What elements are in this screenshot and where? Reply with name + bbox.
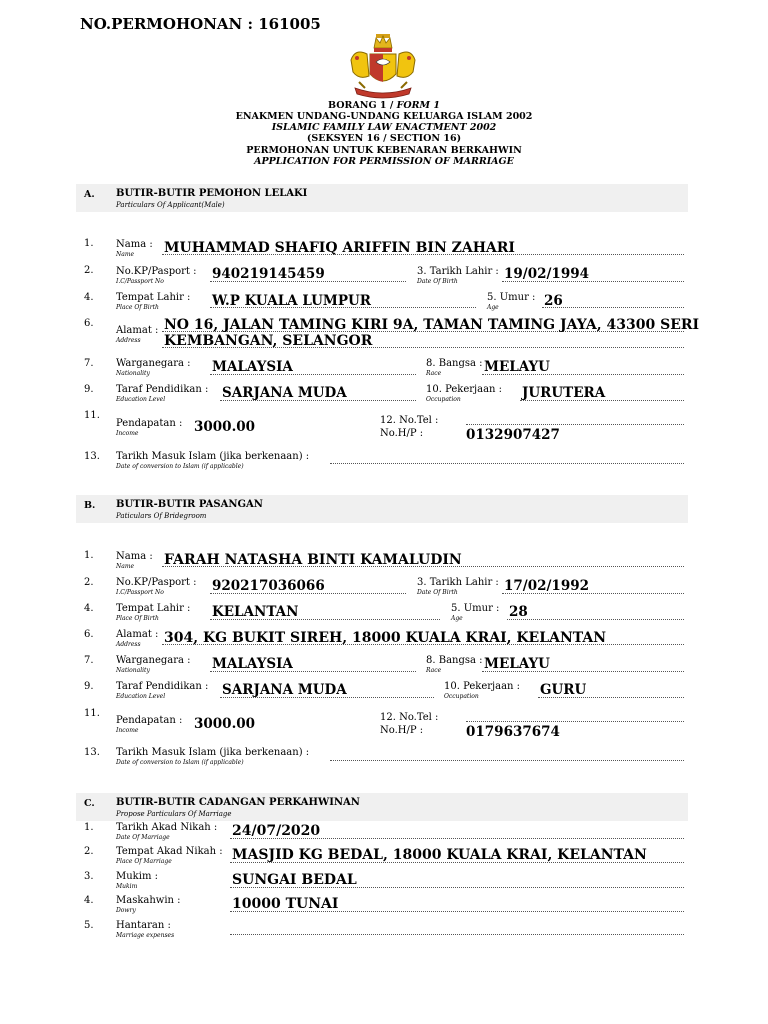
hantaran-label: Hantaran : [116, 920, 171, 931]
birthplace-label: Tempat Lahir : [116, 292, 191, 303]
partner-dob-value: 17/02/1992 [504, 578, 590, 594]
conversion-label: Tarikh Masuk Islam (jika berkenaan) : [116, 451, 310, 462]
applicant-phone-value: 0132907427 [466, 427, 560, 443]
dob-label-en: Date Of Birth [417, 278, 458, 285]
hantaran-label-en: Marriage expenses [116, 932, 175, 939]
race-label: 8. Bangsa : [426, 358, 483, 369]
partner-race-value: MELAYU [484, 656, 550, 672]
birthplace-label-en: Place Of Birth [116, 304, 159, 311]
name-label: Nama : [116, 551, 153, 562]
name-label-en: Name [116, 563, 135, 570]
enactment-title-en: ISLAMIC FAMILY LAW ENACTMENT 2002 [271, 122, 497, 133]
state-crest-logo [345, 32, 421, 102]
section-b-header [76, 495, 688, 523]
hantaran-line [230, 934, 684, 935]
maskahwin-value: 10000 TUNAI [232, 896, 339, 912]
form-title-en: APPLICATION FOR PERMISSION OF MARRIAGE [254, 156, 514, 167]
item-number: 3. [84, 871, 94, 882]
ic-label-en: I.C/Passport No [116, 278, 164, 285]
name-label-en: Name [116, 251, 135, 258]
applicant-race-value: MELAYU [484, 359, 550, 375]
conversion-label-en: Date of conversion to Islam (if applicable) [116, 759, 244, 766]
partner-phone-value: 0179637674 [466, 724, 560, 740]
partner-income-value: 3000.00 [194, 716, 256, 732]
dob-label: 3. Tarikh Lahir : [417, 266, 499, 277]
age-label-en: Age [487, 304, 499, 311]
partner-birthplace-value: KELANTAN [212, 604, 299, 620]
maskahwin-label: Maskahwin : [116, 895, 181, 906]
partner-address-line1: 304, KG BUKIT SIREH, 18000 KUALA KRAI, KELANTAN [164, 630, 607, 646]
item-number: 11. [84, 708, 100, 719]
section-title: BUTIR-BUTIR PEMOHON LELAKI [116, 188, 308, 199]
address-label-en: Address [116, 337, 141, 344]
item-number: 6. [84, 318, 94, 329]
race-label: 8. Bangsa : [426, 655, 483, 666]
birthplace-label: Tempat Lahir : [116, 603, 191, 614]
tel-line [466, 424, 684, 425]
applicant-income-value: 3000.00 [194, 419, 256, 435]
nikah-place-label-en: Place Of Marriage [116, 858, 172, 865]
section-letter: C. [84, 798, 95, 809]
item-number: 13. [84, 451, 100, 462]
item-number: 1. [84, 822, 94, 833]
partner-ic-value: 920217036066 [212, 578, 325, 594]
item-number: 2. [84, 577, 94, 588]
section-c-header [76, 793, 688, 821]
education-label: Taraf Pendidikan : [116, 681, 209, 692]
nikah-date-value: 24/07/2020 [232, 823, 321, 839]
age-line [542, 307, 684, 308]
conversion-label: Tarikh Masuk Islam (jika berkenaan) : [116, 747, 310, 758]
tel-label: 12. No.Tel : [380, 415, 439, 426]
ic-label: No.KP/Pasport : [116, 266, 197, 277]
nikah-date-label: Tarikh Akad Nikah : [116, 822, 218, 833]
enactment-title: ENAKMEN UNDANG-UNDANG KELUARGA ISLAM 2002 [235, 111, 533, 122]
age-label: 5. Umur : [451, 603, 500, 614]
mukim-label-en: Mukim [116, 883, 138, 890]
address-label-en: Address [116, 641, 141, 648]
race-label-en: Race [426, 667, 442, 674]
item-number: 5. [84, 920, 94, 931]
item-number: 9. [84, 384, 94, 395]
item-number: 6. [84, 629, 94, 640]
education-label-en: Education Level [116, 693, 166, 700]
dob-label-en: Date Of Birth [417, 589, 458, 596]
address-label: Alamat : [116, 325, 159, 336]
section-letter: B. [84, 500, 96, 511]
partner-age-value: 28 [509, 604, 528, 620]
applicant-education-value: SARJANA MUDA [222, 385, 347, 401]
nikah-date-label-en: Date Of Marriage [116, 834, 170, 841]
address-label: Alamat : [116, 629, 159, 640]
ic-label-en: I.C/Passport No [116, 589, 164, 596]
mukim-value: SUNGAI BEDAL [232, 872, 357, 888]
applicant-address-line2: KEMBANGAN, SELANGOR [164, 333, 373, 349]
item-number: 13. [84, 747, 100, 758]
section-ref: (SEKSYEN 16 / SECTION 16) [306, 133, 462, 144]
income-label: Pendapatan : [116, 715, 183, 726]
income-label: Pendapatan : [116, 418, 183, 429]
applicant-dob-value: 19/02/1994 [504, 266, 590, 282]
dob-label: 3. Tarikh Lahir : [417, 577, 499, 588]
partner-education-value: SARJANA MUDA [222, 682, 347, 698]
nikah-place-value: MASJID KG BEDAL, 18000 KUALA KRAI, KELANTAN [232, 847, 647, 863]
occupation-label: 10. Pekerjaan : [444, 681, 521, 692]
conversion-label-en: Date of conversion to Islam (if applicable) [116, 463, 244, 470]
section-title: BUTIR-BUTIR CADANGAN PERKAHWINAN [116, 797, 360, 808]
name-label: Nama : [116, 239, 153, 250]
applicant-name-value: MUHAMMAD SHAFIQ ARIFFIN BIN ZAHARI [164, 240, 515, 256]
item-number: 7. [84, 655, 94, 666]
applicant-occupation-value: JURUTERA [522, 385, 606, 401]
applicant-ic-value: 940219145459 [212, 266, 325, 282]
ic-label: No.KP/Pasport : [116, 577, 197, 588]
application-number: NO.PERMOHONAN : 161005 [80, 15, 321, 33]
income-label-en: Income [116, 430, 139, 437]
age-label: 5. Umur : [487, 292, 536, 303]
nationality-label: Warganegara : [116, 655, 191, 666]
item-number: 4. [84, 603, 94, 614]
item-number: 7. [84, 358, 94, 369]
applicant-address-line1: NO 16, JALAN TAMING KIRI 9A, TAMAN TAMING JAYA, 43300 SERI [164, 317, 700, 333]
item-number: 2. [84, 265, 94, 276]
birthplace-label-en: Place Of Birth [116, 615, 159, 622]
partner-nationality-value: MALAYSIA [212, 656, 293, 672]
education-label: Taraf Pendidikan : [116, 384, 209, 395]
mukim-label: Mukim : [116, 871, 158, 882]
section-letter: A. [84, 189, 95, 200]
applicant-nationality-value: MALAYSIA [212, 359, 293, 375]
item-number: 11. [84, 410, 100, 421]
item-number: 1. [84, 550, 94, 561]
conversion-line [330, 760, 684, 761]
applicant-age-value: 26 [544, 293, 563, 309]
item-number: 1. [84, 238, 94, 249]
maskahwin-label-en: Dowry [116, 907, 136, 914]
education-label-en: Education Level [116, 396, 166, 403]
section-a-header [76, 184, 688, 212]
hp-label: No.H/P : [380, 725, 424, 736]
tel-line [466, 721, 684, 722]
item-number: 9. [84, 681, 94, 692]
nikah-place-label: Tempat Akad Nikah : [116, 846, 223, 857]
item-number: 4. [84, 895, 94, 906]
occupation-label-en: Occupation [444, 693, 479, 700]
tel-label: 12. No.Tel : [380, 712, 439, 723]
nationality-label: Warganegara : [116, 358, 191, 369]
conversion-line [330, 463, 684, 464]
section-subtitle: Paticulars Of Bridegroom [116, 512, 207, 520]
partner-occupation-value: GURU [540, 682, 587, 698]
income-label-en: Income [116, 727, 139, 734]
form-number: BORANG 1 / FORM 1 [328, 100, 440, 111]
hp-label: No.H/P : [380, 428, 424, 439]
partner-name-value: FARAH NATASHA BINTI KAMALUDIN [164, 552, 462, 568]
nationality-label-en: Nationality [116, 370, 150, 377]
item-number: 4. [84, 292, 94, 303]
form-title: PERMOHONAN UNTUK KEBENARAN BERKAHWIN [246, 145, 522, 156]
occupation-label: 10. Pekerjaan : [426, 384, 503, 395]
item-number: 2. [84, 846, 94, 857]
occupation-label-en: Occupation [426, 396, 461, 403]
race-label-en: Race [426, 370, 442, 377]
section-title: BUTIR-BUTIR PASANGAN [116, 499, 263, 510]
nationality-label-en: Nationality [116, 667, 150, 674]
section-subtitle: Particulars Of Applicant(Male) [116, 201, 225, 209]
applicant-birthplace-value: W.P KUALA LUMPUR [212, 293, 371, 309]
section-subtitle: Propose Particulars Of Marriage [116, 810, 232, 818]
age-line [507, 619, 684, 620]
age-label-en: Age [451, 615, 463, 622]
